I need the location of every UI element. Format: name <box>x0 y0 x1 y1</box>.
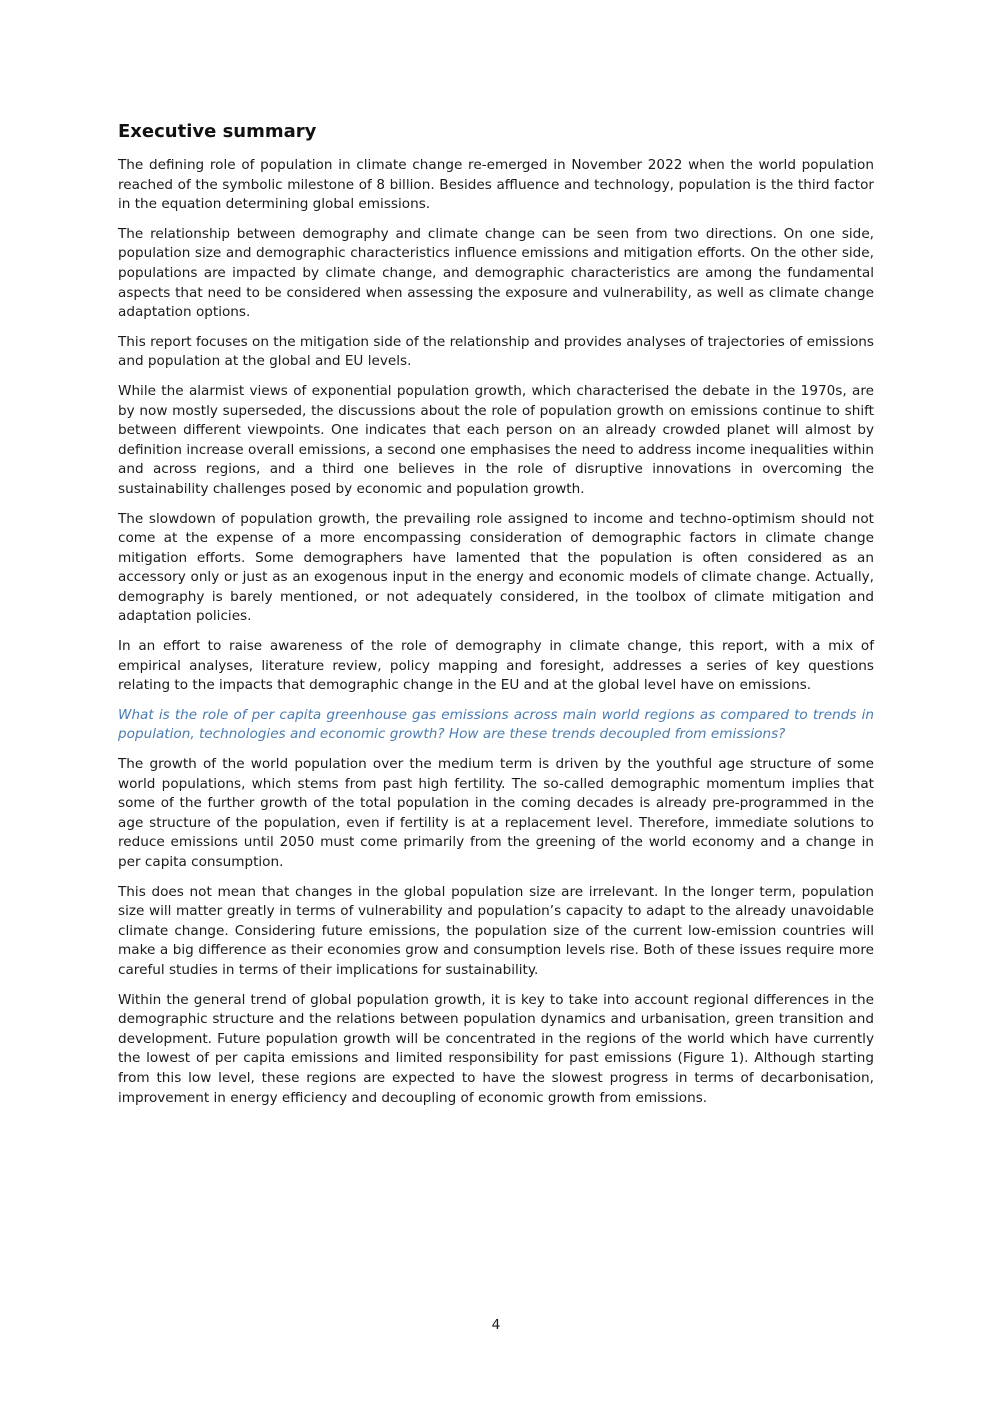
paragraph-4: While the alarmist views of exponential population growth, which characterised the debate in the 1970s, are by now mostly superseded, the discussions about the role of population growth on emissions continue to shift between different viewpoints. One indicates that each person on an already crowded planet will almost by definition increase overall emissions, a second one emphasises the need to address income inequalities within and across regions, and a third one believes in the role of disruptive innovations in overcoming the sustainability challenges posed by economic and population growth. <box>118 382 874 497</box>
page-number: 4 <box>491 1317 501 1333</box>
key-question: What is the role of per capita greenhouse gas emissions across main world regions as compared to trends in population, technologies and economic growth? How are these trends decoupled from emissions? <box>118 706 874 743</box>
page-content <box>118 120 874 1118</box>
paragraph-7: The growth of the world population over the medium term is driven by the youthful age structure of some world populations, which stems from past high fertility. The so-called demographic momentum implies that some of the further growth of the total population in the coming decades is already pre-programmed in the age structure of the population, even if fertility is at a replacement level. Therefore, immediate solutions to reduce emissions until 2050 must come primarily from the greening of the world economy and a change in per capita consumption. <box>118 756 874 870</box>
section-heading: Executive summary <box>118 121 317 142</box>
paragraph-8: This does not mean that changes in the global population size are irrelevant. In the longer term, population size will matter greatly in terms of vulnerability and population’s capacity to adapt to the already unavoidable climate change. Considering future emissions, the population size of the current low-emission countries will make a big difference as their economies grow and consumption levels rise. Both of these issues require more careful studies in terms of their implications for sustainability. <box>118 883 874 978</box>
paragraph-3: This report focuses on the mitigation side of the relationship and provides analyses of trajectories of emissions and population at the global and EU levels. <box>118 333 874 370</box>
paragraph-2: The relationship between demography and climate change can be seen from two directions. On one side, population size and demographic characteristics influence emissions and mitigation efforts. On the other side, populations are impacted by climate change, and demographic characteristics are among the fundamental aspects that need to be considered when assessing the exposure and vulnerability, as well as climate change adaptation options. <box>118 225 874 321</box>
paragraph-9: Within the general trend of global population growth, it is key to take into account regional differences in the demographic structure and the relations between population dynamics and urbanisation, green transition and development. Future population growth will be concentrated in the regions of the world which have currently the lowest of per capita emissions and limited responsibility for past emissions (Figure 1). Although starting from this low level, these regions are expected to have the slowest progress in terms of decarbonisation, improvement in energy efficiency and decoupling of economic growth from emissions. <box>118 991 874 1106</box>
paragraph-5: The slowdown of population growth, the prevailing role assigned to income and techno-optimism should not come at the expense of a more encompassing consideration of demographic factors in climate change mitigation efforts. Some demographers have lamented that the population is often considered as an accessory only or just as an exogenous input in the energy and economic models of climate change. Actually, demography is barely mentioned, or not adequately considered, in the toolbox of climate mitigation and adaptation policies. <box>118 510 874 625</box>
paragraph-6: In an effort to raise awareness of the role of demography in climate change, this report, with a mix of empirical analyses, literature review, policy mapping and foresight, addresses a series of key questions relating to the impacts that demographic change in the EU and at the global level have on emissions. <box>118 638 874 694</box>
paragraph-1: The defining role of population in climate change re-emerged in November 2022 when the world population reached of the symbolic milestone of 8 billion. Besides affluence and technology, population is the third factor in the equation determining global emissions. <box>118 157 874 213</box>
